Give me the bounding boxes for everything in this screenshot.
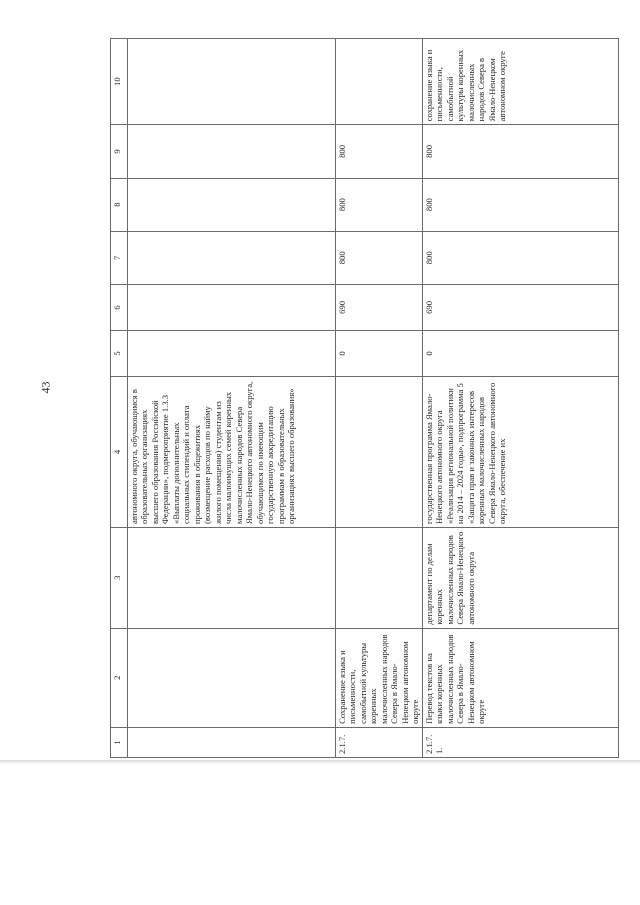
row-value: 800 <box>422 178 618 231</box>
row-value <box>128 231 336 284</box>
row-name: Сохранение языка и письменности, самобытной культуры коренных малочисленных народов Севера в Ямало-Ненецком автономном округе <box>336 628 423 727</box>
header-row <box>111 39 128 758</box>
header-cell: 5 <box>111 330 128 376</box>
row-value: 690 <box>336 284 423 330</box>
header-cell: 8 <box>111 178 128 231</box>
header-cell: 2 <box>111 628 128 727</box>
row-value <box>128 284 336 330</box>
row-value <box>128 178 336 231</box>
row-name <box>128 628 336 727</box>
row-name: Перевод текстов на языки коренных малочисленных народов Севера в Ямало-Ненецком автономном округе <box>422 628 618 727</box>
rotated-document-sheet <box>110 38 619 758</box>
row-code: 2.1.7.1. <box>422 727 618 757</box>
row-executor: департамент по делам коренных малочисленных народов Севера Ямало-Ненецкого автономного округа <box>422 527 618 628</box>
table-row <box>128 39 336 758</box>
header-cell: 7 <box>111 231 128 284</box>
row-value: 690 <box>422 284 618 330</box>
row-source: государственная программа Ямало-Ненецкого автономного округа «Реализация региональной политики на 2014 – 2024 годы», подпрограмма 5 «Защита прав и законных интересов коренных малочисленных народов Севера Ямало-Ненецкого автономного округа, обеспечение их <box>422 376 618 527</box>
row-executor <box>336 527 423 628</box>
row-code <box>128 727 336 757</box>
row-value: 800 <box>336 178 423 231</box>
page-bottom-edge <box>0 760 640 764</box>
row-result: сохранение языка и письменности, самобытной культуры коренных малочисленных народов Севера в Ямало-Ненецком автономном округе <box>422 39 618 125</box>
row-value: 800 <box>422 125 618 178</box>
header-cell: 4 <box>111 376 128 527</box>
header-cell: 10 <box>111 39 128 125</box>
page-number: 43 <box>38 381 53 394</box>
header-cell: 9 <box>111 125 128 178</box>
row-value: 0 <box>422 330 618 376</box>
row-value: 0 <box>336 330 423 376</box>
header-cell: 6 <box>111 284 128 330</box>
row-result <box>336 39 423 125</box>
row-result <box>128 39 336 125</box>
row-code: 2.1.7. <box>336 727 423 757</box>
header-cell: 1 <box>111 727 128 757</box>
row-value <box>128 330 336 376</box>
row-value <box>128 125 336 178</box>
table-row <box>336 39 423 758</box>
row-source <box>336 376 423 527</box>
row-source: автономного округа, обучающимся в образовательных организациях высшего образования Российской Федерации», подмероприятие 1.3.3 «Выплаты дополнительных социальных стипендий и оплата проживания в общежитиях (возмещение расходов по найму жилого помещения) студентам из числа малоимущих семей коренных малочисленных народов Севера Ямало-Ненецкого автономного округа, обучающимся по имеющим государственную аккредитацию программам в образовательных организациях высшего образования» <box>128 376 336 527</box>
header-cell: 3 <box>111 527 128 628</box>
measures-table <box>110 38 619 758</box>
row-value: 800 <box>336 231 423 284</box>
row-value: 800 <box>422 231 618 284</box>
row-value: 800 <box>336 125 423 178</box>
table-row <box>422 39 618 758</box>
row-executor <box>128 527 336 628</box>
